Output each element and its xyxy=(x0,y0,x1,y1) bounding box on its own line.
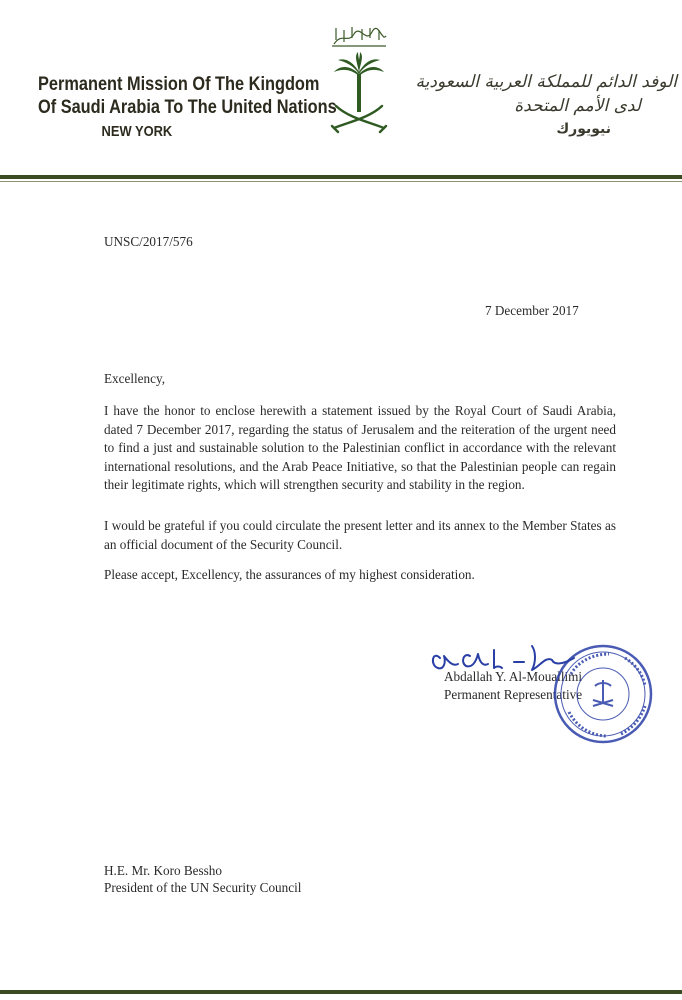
letterhead-english-line1: Permanent Mission Of The Kingdom xyxy=(38,74,320,95)
signatory-title: Permanent Representative xyxy=(444,687,583,702)
salutation: Excellency, xyxy=(104,371,166,386)
addressee-title: President of the UN Security Council xyxy=(104,880,302,895)
letterhead-english-line2: Of Saudi Arabia To The United Nations xyxy=(38,97,337,118)
signatory-name: Abdallah Y. Al-Mouallimi xyxy=(444,669,583,684)
closing-paragraph: Please accept, Excellency, the assurances of my highest consideration. xyxy=(104,567,475,582)
reference-number: UNSC/2017/576 xyxy=(104,234,193,249)
letterhead-arabic xyxy=(415,70,677,140)
body-paragraph: I would be grateful if you could circulate the present letter and its annex to the Member States as an official document of the Security Council. xyxy=(104,518,616,552)
addressee-name: H.E. Mr. Koro Bessho xyxy=(104,863,222,878)
letterhead-divider-thin xyxy=(0,181,682,182)
official-seal-icon xyxy=(549,642,657,747)
letterhead-english xyxy=(38,73,337,143)
letterhead-english-city: NEW YORK xyxy=(101,123,173,140)
letter-date: 7 December 2017 xyxy=(485,303,579,318)
letterhead-divider xyxy=(0,175,682,179)
letterhead-arabic-line1: الوفد الدائم للمملكة العربية السعودية xyxy=(415,72,677,92)
letterhead-arabic-city: نيويورك xyxy=(556,121,611,137)
footer-divider xyxy=(0,990,682,994)
shahada-calligraphy xyxy=(332,27,386,46)
letterhead-arabic-line2: لدى الأمم المتحدة xyxy=(514,96,641,116)
body-paragraph: I have the honor to enclose herewith a statement issued by the Royal Court of Saudi Arabia, dated 7 December 2017, regarding the status of Jerusalem and the reiteration of the urgent need to find a just and sustainable solution to the Palestinian conflict in accordance with the relevant international resolutions, and the Arab Peace Initiative, so that the Palestinian people can regain their legitimate rights, which will strengthen security and stability in the region. xyxy=(104,403,616,493)
saudi-emblem-icon xyxy=(324,22,394,137)
palm-tree-icon xyxy=(334,52,384,112)
